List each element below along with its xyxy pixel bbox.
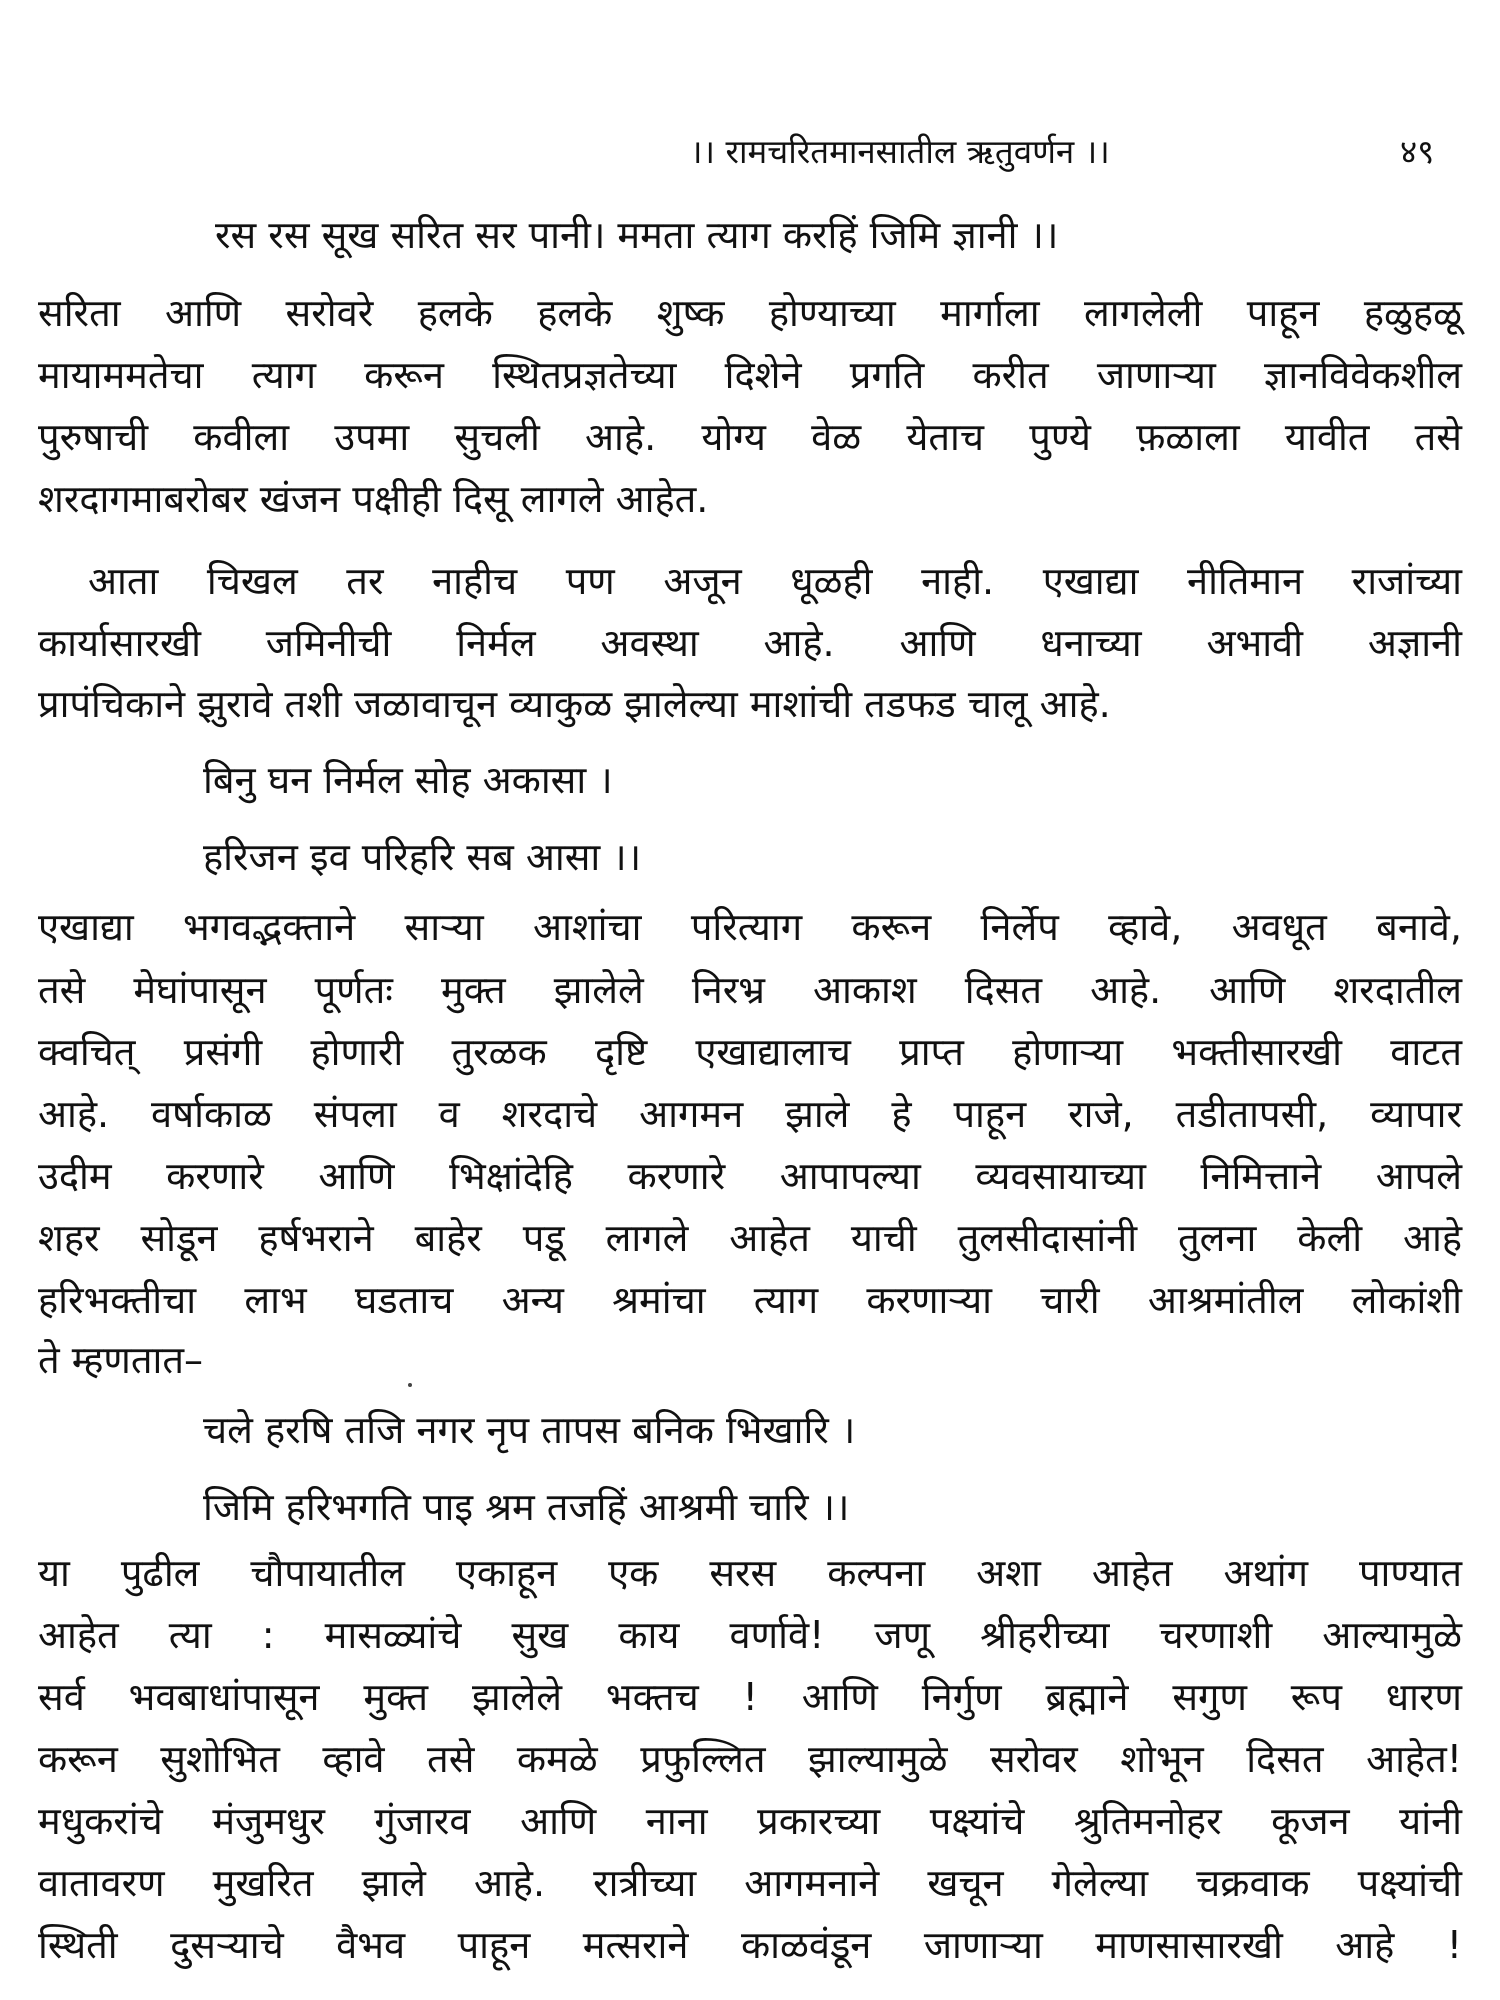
paragraph-line: शहर सोडून हर्षभराने बाहेर पडू लागले आहेत याची तुलसीदासांनी तुलना केली आहे — [38, 1216, 1462, 1260]
paragraph-line: मधुकरांचे मंजुमधुर गुंजारव आणि नाना प्रकारच्या पक्ष्यांचे श्रुतिमनोहर कूजन यांनी — [38, 1799, 1462, 1843]
verse-line: जिमि हरिभगति पाइ श्रम तजहिं आश्रमी चारि ।। — [203, 1485, 850, 1529]
running-title: ।। रामचरितमानसातील ऋतुवर्णन ।। — [690, 132, 1110, 171]
verse-line: हरिजन इव परिहरि सब आसा ।। — [203, 835, 642, 879]
paragraph-line: हरिभक्तीचा लाभ घडताच अन्य श्रमांचा त्याग करणाऱ्या चारी आश्रमांतील लोकांशी — [38, 1278, 1462, 1322]
paragraph-line: आता चिखल तर नाहीच पण अजून धूळही नाही. एखाद्या नीतिमान राजांच्या — [88, 559, 1462, 603]
paragraph-line: सरिता आणि सरोवरे हलके हलके शुष्क होण्याच्या मार्गाला लागलेली पाहून हळुहळू — [38, 291, 1462, 335]
paragraph-line: मायाममतेचा त्याग करून स्थितप्रज्ञतेच्या दिशेने प्रगति करीत जाणाऱ्या ज्ञानविवेकशील — [38, 353, 1462, 397]
page-number: ४९ — [1400, 132, 1435, 171]
paragraph-line: पुरुषाची कवीला उपमा सुचली आहे. योग्य वेळ येताच पुण्ये फ़ळाला यावीत तसे — [38, 415, 1462, 459]
paragraph-line: कार्यासारखी जमिनीची निर्मल अवस्था आहे. आणि धनाच्या अभावी अज्ञानी — [38, 621, 1462, 665]
paragraph-line: सर्व भवबाधांपासून मुक्त झालेले भक्तच ! आणि निर्गुण ब्रह्माने सगुण रूप धारण — [38, 1675, 1462, 1719]
verse-line: बिनु घन निर्मल सोह अकासा । — [203, 758, 613, 802]
paragraph-line: वातावरण मुखरित झाले आहे. रात्रीच्या आगमनाने खचून गेलेल्या चक्रवाक पक्ष्यांची — [38, 1861, 1462, 1905]
paragraph-line: आहेत त्या : मासळ्यांचे सुख काय वर्णावे! जणू श्रीहरीच्या चरणाशी आल्यामुळे — [38, 1613, 1462, 1657]
paragraph-line: प्रापंचिकाने झुरावे तशी जळावाचून व्याकुळ झालेल्या माशांची तडफड चालू आहे. — [38, 682, 1111, 726]
paragraph-line: या पुढील चौपायातील एकाहून एक सरस कल्पना अशा आहेत अथांग पाण्यात — [38, 1551, 1462, 1595]
paragraph-line: करून सुशोभित व्हावे तसे कमळे प्रफुल्लित झाल्यामुळे सरोवर शोभून दिसत आहेत! — [38, 1737, 1462, 1781]
paragraph-line: स्थिती दुसऱ्याचे वैभव पाहून मत्सराने काळवंडून जाणाऱ्या माणसासारखी आहे ! — [38, 1923, 1462, 1967]
paragraph-line: शरदागमाबरोबर खंजन पक्षीही दिसू लागले आहेत. — [38, 477, 709, 521]
paragraph-line: तसे मेघांपासून पूर्णतः मुक्त झालेले निरभ्र आकाश दिसत आहे. आणि शरदातील — [38, 968, 1462, 1012]
print-speck — [408, 1383, 412, 1387]
verse-line: चले हरषि तजि नगर नृप तापस बनिक भिखारि । — [203, 1408, 856, 1452]
paragraph-line: एखाद्या भगवद्भक्ताने साऱ्या आशांचा परित्याग करून निर्लेप व्हावे, अवधूत बनावे, — [38, 905, 1462, 949]
paragraph-line: क्वचित् प्रसंगी होणारी तुरळक दृष्टि एखाद्यालाच प्राप्त होणाऱ्या भक्तीसारखी वाटत — [38, 1030, 1462, 1074]
page-header — [0, 128, 1500, 178]
paragraph-line: आहे. वर्षाकाळ संपला व शरदाचे आगमन झाले हे पाहून राजे, तडीतापसी, व्यापार — [38, 1092, 1462, 1136]
paragraph-line: ते म्हणतात– — [38, 1338, 204, 1382]
paragraph-line: उदीम करणारे आणि भिक्षांदेहि करणारे आपापल्या व्यवसायाच्या निमित्ताने आपले — [38, 1154, 1462, 1198]
verse-line: रस रस सूख सरित सर पानी। ममता त्याग करहिं जिमि ज्ञानी ।। — [215, 213, 1059, 257]
